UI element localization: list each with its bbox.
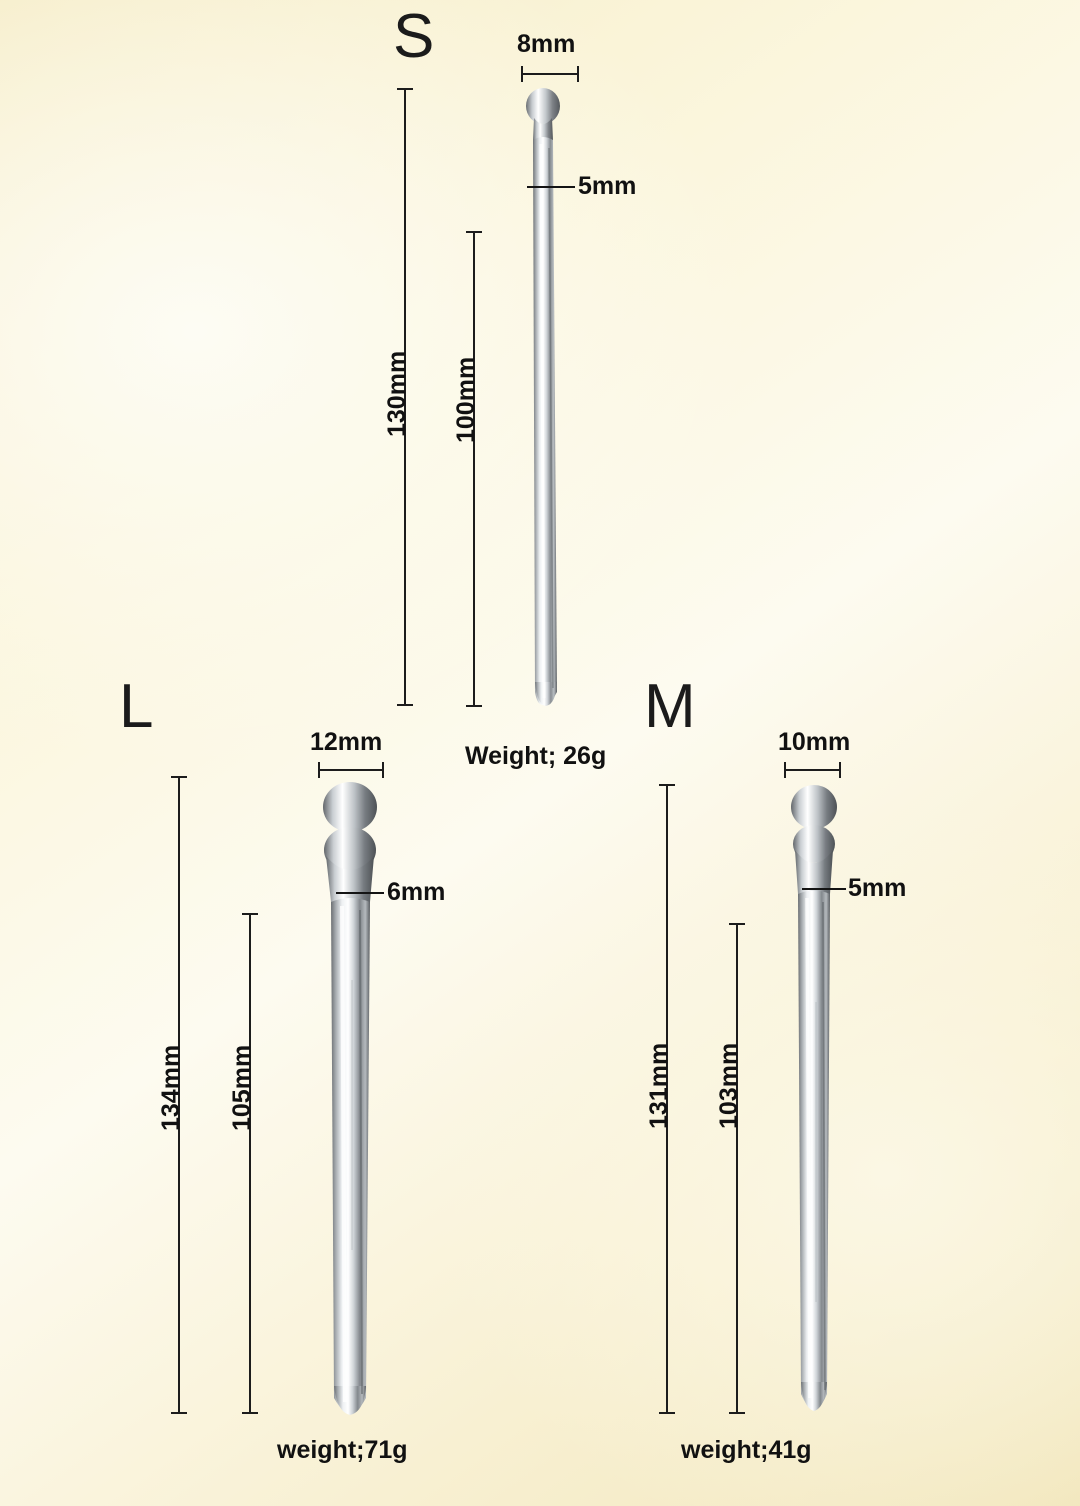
tick (729, 923, 745, 925)
tick (659, 784, 675, 786)
weight-medium: weight;41g (681, 1436, 812, 1464)
dim-insert-length-s: 100mm (452, 356, 480, 443)
dim-insert-length-l: 105mm (228, 1044, 256, 1131)
dim-line-insert-length-s (473, 231, 475, 707)
dim-line-ball-diameter-m (784, 769, 841, 771)
tick (839, 762, 841, 778)
tick (171, 776, 187, 778)
tick (784, 762, 786, 778)
tick (659, 1412, 675, 1414)
tick (242, 1412, 258, 1414)
tick (242, 913, 258, 915)
size-letter-m: M (644, 672, 696, 741)
pointer-shaft-diameter-m (802, 888, 846, 890)
dim-total-length-l: 134mm (157, 1044, 185, 1131)
size-letter-s: S (393, 2, 435, 71)
pointer-shaft-diameter-l (336, 892, 384, 894)
tick (318, 762, 320, 778)
tick (466, 705, 482, 707)
dim-ball-diameter-m: 10mm (778, 728, 851, 756)
pointer-shaft-diameter-s (527, 186, 575, 188)
dim-shaft-diameter-s: 5mm (578, 172, 637, 200)
dim-shaft-diameter-m: 5mm (848, 874, 907, 902)
dim-ball-diameter-l: 12mm (310, 728, 383, 756)
dim-shaft-diameter-l: 6mm (387, 878, 446, 906)
tick (397, 88, 413, 90)
weight-large: weight;71g (277, 1436, 408, 1464)
tick (521, 66, 523, 82)
tick (397, 704, 413, 706)
dim-line-ball-diameter-s (521, 73, 579, 75)
tick (382, 762, 384, 778)
dim-line-ball-diameter-l (318, 769, 384, 771)
tick (729, 1412, 745, 1414)
dim-total-length-s: 130mm (383, 350, 411, 437)
dim-total-length-m: 131mm (645, 1042, 673, 1129)
dim-line-insert-length-l (249, 913, 251, 1414)
tick (466, 231, 482, 233)
dim-ball-diameter-s: 8mm (517, 30, 576, 58)
dim-line-insert-length-m (736, 923, 738, 1414)
weight-small: Weight; 26g (465, 742, 607, 770)
tick (577, 66, 579, 82)
dim-insert-length-m: 103mm (715, 1042, 743, 1129)
size-letter-l: L (119, 672, 154, 741)
tick (171, 1412, 187, 1414)
